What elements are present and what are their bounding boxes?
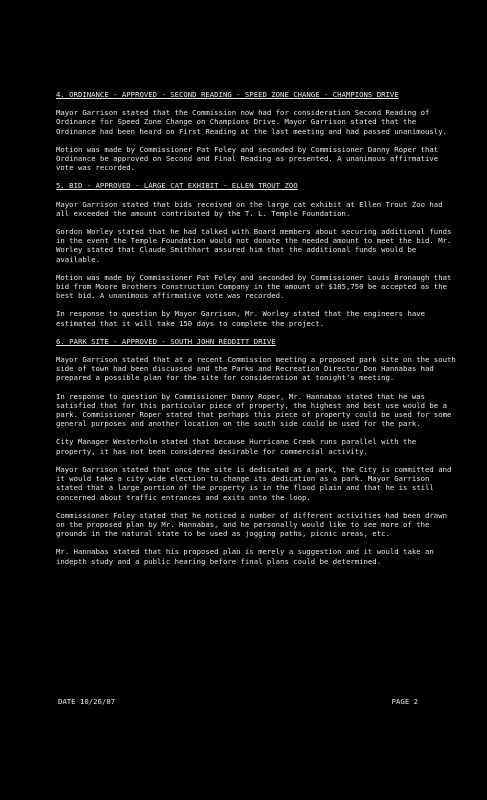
paragraph: Mayor Garrison stated that bids received on the large cat exhibit at Ellen Trout Zoo had all exceeded the amount contributed by the T. L. Temple Foundation. [56, 199, 443, 218]
paragraph: Mr. Hannabas stated that his proposed plan is merely a suggestion and it would take an indepth study and a public hearing before final plans could be determined. [56, 547, 434, 566]
paragraph: Mayor Garrison stated that once the site is dedicated as a park, the City is committed and it would take a city wide election to change its dedication as a park. Mayor Garrison stated that a large portion of the property is in the flood plain and that he is still concerned about traffic entrances and exits onto the loop. [56, 464, 452, 502]
minutes-content [56, 90, 456, 575]
footer-date: DATE 10/26/87 [58, 697, 116, 706]
paragraph: Motion was made by Commissioner Pat Foley and seconded by Commissioner Danny Roper that Ordinance be approved on Second and Final Reading as presented. A unanimous affirmative vote was recorded. [56, 144, 439, 173]
paragraph: Mayor Garrison stated that the Commission now had for consideration Second Reading of Ordinance for Speed Zone Change on Champions Drive. Mayor Garrison stated that the Ordinance had been heard on First Reading at the last meeting and had passed unanimously. [56, 108, 447, 136]
paragraph: City Manager Westerholm stated that because Hurricane Creek runs parallel with the property, it has not been considered desirable for commercial activity. [56, 437, 417, 456]
footer-page-number: PAGE 2 [391, 697, 418, 706]
paragraph: Motion was made by Commissioner Pat Foley and seconded by Commissioner Louis Bronaugh that bid from Moore Brothers Construction Company in the amount of $185,750 be accepted as the best bid. A unanimous affirmative vote was recorded. [56, 272, 452, 301]
paragraph: Commissioner Foley stated that he noticed a number of different activities had been drawn on the proposed plan by Mr. Hannabas, and he personally would like to see more of the grounds in the natural state to be used as jogging paths, picnic areas, etc. [56, 510, 447, 539]
paragraph: Mayor Garrison stated that at a recent Commission meeting a proposed park site on the south side of town had been discussed and the Parks and Recreation Director Don Hannabas had prepared a possible plan for the site for consideration at tonight's meeting. [56, 355, 456, 383]
section-heading-ordinance: 4. ORDINANCE - APPROVED - SECOND READING - SPEED ZONE CHANGE - CHAMPIONS DRIVE [56, 90, 399, 99]
paragraph: In response to question by Commissioner Danny Roper, Mr. Hannabas stated that he was satisfied that for this particular piece of property, the highest and best use would be a park. Commissioner Roper stated that perhaps this piece of property could be used for some general purposes and another location on the south side could be used for the park. [56, 391, 452, 429]
paragraph: Gordon Worley stated that he had talked with Board members about securing additional funds in the event the Temple Foundation would not donate the needed amount to meet the bid. Mr. Worley stated that Claude Smithhart assured him that the additional funds would be available. [56, 227, 452, 264]
section-heading-park-site: 6. PARK SITE - APPROVED - SOUTH JOHN REDDITT DRIVE [56, 336, 276, 346]
section-heading-bid: 5. BID - APPROVED - LARGE CAT EXHIBIT - ELLEN TROUT ZOO [56, 181, 298, 191]
paragraph: In response to question by Mayor Garrison, Mr. Worley stated that the engineers have estimated that it will take 150 days to complete the project. [56, 309, 426, 328]
